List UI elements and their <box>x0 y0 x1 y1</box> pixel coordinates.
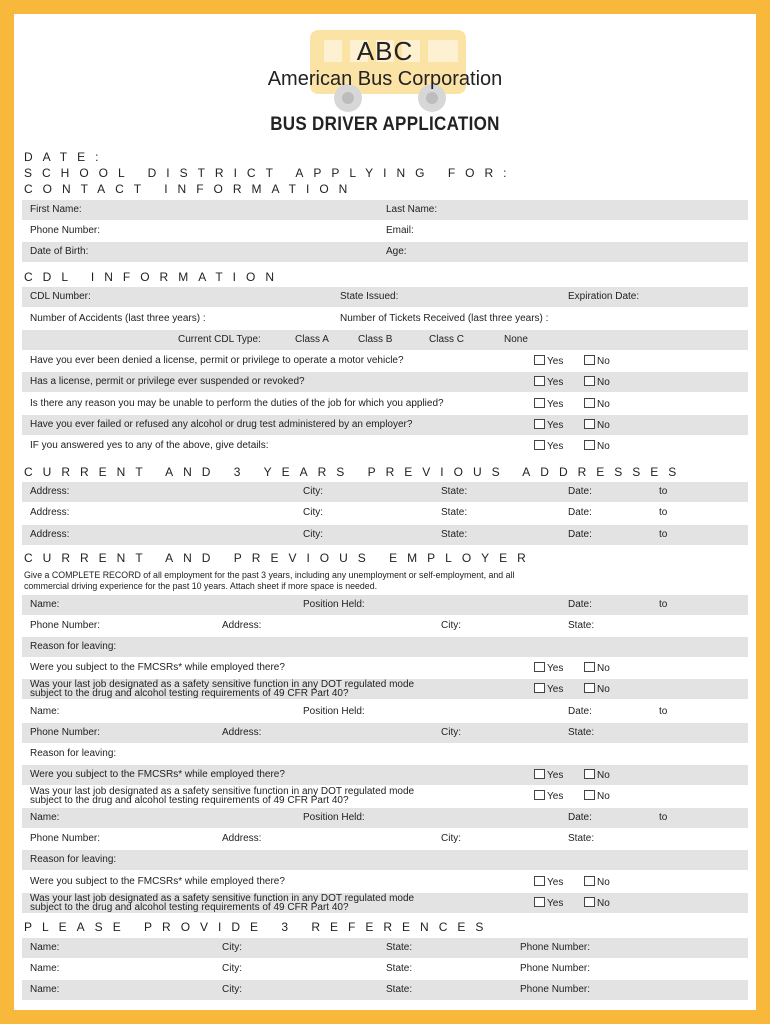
position-label: Position Held: <box>303 599 365 610</box>
question-text: Has a license, permit or privilege ever suspended or revoked? <box>30 376 305 387</box>
question-text: IF you answered yes to any of the above, give details: <box>30 440 269 451</box>
yes-checkbox[interactable] <box>534 662 563 674</box>
cdl-question-3 <box>22 394 748 414</box>
state-label: State: <box>441 486 468 497</box>
no-label: No <box>597 399 610 410</box>
contact-row-dob[interactable] <box>22 242 748 262</box>
company-logo <box>14 24 756 124</box>
cdl-row-accidents[interactable] <box>22 309 748 329</box>
ref-city-label: City: <box>222 963 242 974</box>
date-label: Date: <box>568 706 592 717</box>
to-label: to <box>659 812 668 823</box>
no-checkbox[interactable] <box>584 440 610 452</box>
yes-label: Yes <box>547 898 564 909</box>
ref-city-label: City: <box>222 942 242 953</box>
ref-state-label: State: <box>386 963 413 974</box>
employer-row-fmcsr <box>22 658 748 678</box>
fmcsr-question: Were you subject to the FMCSRs* while employed there? <box>30 662 285 673</box>
phone-label: Phone Number: <box>30 620 101 631</box>
no-label: No <box>597 770 610 781</box>
reference-row[interactable] <box>22 959 748 979</box>
state-label: State: <box>441 529 468 540</box>
yes-label: Yes <box>547 441 564 452</box>
expiration-label: Expiration Date: <box>568 291 640 302</box>
address-label: Address: <box>30 507 70 518</box>
fmcsr-question: Were you subject to the FMCSRs* while employed there? <box>30 769 285 780</box>
address-label: Address: <box>222 727 262 738</box>
contact-row-name[interactable] <box>22 200 748 220</box>
date-label: Date: <box>568 812 592 823</box>
ref-name-label: Name: <box>30 963 60 974</box>
employer-row-reason[interactable] <box>22 637 748 657</box>
addresses-section-heading: CURRENT AND 3 YEARS PREVIOUS ADDRESSES <box>24 465 687 479</box>
references-section-heading: PLEASE PROVIDE 3 REFERENCES <box>24 920 494 934</box>
city-label: City: <box>441 620 461 631</box>
class-c-option[interactable]: Class C <box>429 334 465 345</box>
employer-name-label: Name: <box>30 706 60 717</box>
city-label: City: <box>303 486 323 497</box>
employer-row-phone[interactable] <box>22 616 748 636</box>
reason-label: Reason for leaving: <box>30 854 117 865</box>
employer-row-dot <box>22 893 748 913</box>
no-label: No <box>597 377 610 388</box>
cdl-question-1 <box>22 351 748 371</box>
to-label: to <box>659 507 668 518</box>
yes-label: Yes <box>547 377 564 388</box>
yes-checkbox[interactable] <box>534 876 563 888</box>
last-name-label: Last Name: <box>386 204 438 215</box>
dob-label: Date of Birth: <box>30 246 89 257</box>
employer-row-fmcsr <box>22 765 748 785</box>
phone-label: Phone Number: <box>30 727 101 738</box>
address-label: Address: <box>30 529 70 540</box>
school-district-label[interactable]: SCHOOL DISTRICT APPLYING FOR: <box>24 166 517 180</box>
page-title: BUS DRIVER APPLICATION <box>270 112 500 135</box>
no-checkbox[interactable] <box>584 376 610 388</box>
yes-checkbox[interactable] <box>534 769 563 781</box>
position-label: Position Held: <box>303 706 365 717</box>
logo-abc: ABC <box>356 36 414 66</box>
cdl-row-type[interactable] <box>22 330 748 350</box>
cdl-section-heading: CDL INFORMATION <box>24 270 284 284</box>
employer-row-fmcsr <box>22 872 748 892</box>
city-label: City: <box>441 727 461 738</box>
state-label: State: <box>568 727 595 738</box>
city-label: City: <box>303 529 323 540</box>
yes-checkbox[interactable] <box>534 419 563 431</box>
date-field-label[interactable]: DATE: <box>24 150 109 164</box>
none-option[interactable]: None <box>504 334 528 345</box>
no-checkbox[interactable] <box>584 683 610 695</box>
application-page <box>14 14 756 1010</box>
contact-section-heading: CONTACT INFORMATION <box>24 182 358 196</box>
no-checkbox[interactable] <box>584 398 610 410</box>
cdl-type-label: Current CDL Type: <box>178 334 261 345</box>
yes-label: Yes <box>547 791 564 802</box>
no-checkbox[interactable] <box>584 419 610 431</box>
employer-row-reason[interactable] <box>22 850 748 870</box>
yes-checkbox[interactable] <box>534 790 563 802</box>
state-label: State: <box>568 833 595 844</box>
employer-instructions: Give a COMPLETE RECORD of all employment for the past 3 years, including any unemployment or self-employment, and all commercial driving experience for the past 10 years. Attach sheet if more space is needed. <box>24 570 515 591</box>
cdl-question-5[interactable] <box>22 436 748 456</box>
reference-row[interactable] <box>22 980 748 1000</box>
cdl-row-number[interactable] <box>22 287 748 307</box>
no-checkbox[interactable] <box>584 790 610 802</box>
dot-question-line-2: subject to the drug and alcohol testing requirements of 49 CFR Part 40? <box>30 902 349 913</box>
no-checkbox[interactable] <box>584 355 610 367</box>
address-label: Address: <box>30 486 70 497</box>
state-label: State: <box>568 620 595 631</box>
address-row[interactable] <box>22 482 748 502</box>
to-label: to <box>659 599 668 610</box>
dot-question <box>30 894 414 912</box>
to-label: to <box>659 706 668 717</box>
dot-question-line-1: Was your last job designated as a safety sensitive function in any DOT regulated mode <box>30 893 415 904</box>
state-issued-label: State Issued: <box>340 291 399 302</box>
accidents-label: Number of Accidents (last three years) : <box>30 313 206 324</box>
reference-row[interactable] <box>22 938 748 958</box>
no-label: No <box>597 663 610 674</box>
ref-phone-label: Phone Number: <box>520 963 591 974</box>
no-label: No <box>597 684 610 695</box>
date-label: Date: <box>568 486 592 497</box>
yes-checkbox[interactable] <box>534 440 563 452</box>
employer-row-dot <box>22 679 748 699</box>
yes-label: Yes <box>547 399 564 410</box>
ref-state-label: State: <box>386 942 413 953</box>
no-label: No <box>597 356 610 367</box>
employer-row-dot <box>22 786 748 806</box>
dot-question <box>30 787 414 805</box>
class-a-option[interactable]: Class A <box>295 334 329 345</box>
address-row[interactable] <box>22 525 748 545</box>
employer-row-phone[interactable] <box>22 829 748 849</box>
dot-question-line-1: Was your last job designated as a safety sensitive function in any DOT regulated mode <box>30 679 415 690</box>
no-label: No <box>597 898 610 909</box>
yes-checkbox[interactable] <box>534 398 563 410</box>
yes-checkbox[interactable] <box>534 376 563 388</box>
address-label: Address: <box>222 620 262 631</box>
question-text: Have you ever failed or refused any alcohol or drug test administered by an employer? <box>30 419 413 430</box>
phone-label: Phone Number: <box>30 225 101 236</box>
dot-question-line-2: subject to the drug and alcohol testing requirements of 49 CFR Part 40? <box>30 688 349 699</box>
reason-label: Reason for leaving: <box>30 748 117 759</box>
yes-label: Yes <box>547 877 564 888</box>
no-label: No <box>597 877 610 888</box>
ref-phone-label: Phone Number: <box>520 984 591 995</box>
email-label: Email: <box>386 225 414 236</box>
no-checkbox[interactable] <box>584 769 610 781</box>
address-row[interactable] <box>22 503 748 523</box>
state-label: State: <box>441 507 468 518</box>
yes-label: Yes <box>547 663 564 674</box>
yes-checkbox[interactable] <box>534 683 563 695</box>
contact-row-phone[interactable] <box>22 221 748 241</box>
no-checkbox[interactable] <box>584 876 610 888</box>
cdl-question-2 <box>22 372 748 392</box>
date-label: Date: <box>568 599 592 610</box>
cdl-question-4 <box>22 415 748 435</box>
dot-question <box>30 680 414 698</box>
city-label: City: <box>303 507 323 518</box>
tickets-label: Number of Tickets Received (last three years) : <box>340 313 549 324</box>
question-text: Have you ever been denied a license, permit or privilege to operate a motor vehicle? <box>30 355 404 366</box>
to-label: to <box>659 486 668 497</box>
yes-checkbox[interactable] <box>534 897 563 909</box>
employer-row-name[interactable] <box>22 702 748 722</box>
employer-row-reason[interactable] <box>22 744 748 764</box>
employer-row-phone[interactable] <box>22 723 748 743</box>
employer-name-label: Name: <box>30 599 60 610</box>
yes-label: Yes <box>547 356 564 367</box>
dot-question-line-1: Was your last job designated as a safety sensitive function in any DOT regulated mode <box>30 786 415 797</box>
ref-name-label: Name: <box>30 984 60 995</box>
employer-row-name[interactable] <box>22 595 748 615</box>
position-label: Position Held: <box>303 812 365 823</box>
logo-company-name: American Bus Corporation <box>267 68 503 90</box>
dot-question-line-2: subject to the drug and alcohol testing requirements of 49 CFR Part 40? <box>30 795 349 806</box>
reason-label: Reason for leaving: <box>30 641 117 652</box>
yes-label: Yes <box>547 420 564 431</box>
no-checkbox[interactable] <box>584 897 610 909</box>
yes-label: Yes <box>547 684 564 695</box>
no-checkbox[interactable] <box>584 662 610 674</box>
date-label: Date: <box>568 507 592 518</box>
to-label: to <box>659 529 668 540</box>
address-label: Address: <box>222 833 262 844</box>
cdl-number-label: CDL Number: <box>30 291 91 302</box>
age-label: Age: <box>386 246 407 257</box>
yes-label: Yes <box>547 770 564 781</box>
question-text: Is there any reason you may be unable to perform the duties of the job for which you applied? <box>30 398 444 409</box>
yes-checkbox[interactable] <box>534 355 563 367</box>
no-label: No <box>597 791 610 802</box>
city-label: City: <box>441 833 461 844</box>
no-label: No <box>597 441 610 452</box>
ref-city-label: City: <box>222 984 242 995</box>
phone-label: Phone Number: <box>30 833 101 844</box>
employer-section-heading: CURRENT AND PREVIOUS EMPLOYER <box>24 551 536 565</box>
date-label: Date: <box>568 529 592 540</box>
ref-state-label: State: <box>386 984 413 995</box>
no-label: No <box>597 420 610 431</box>
class-b-option[interactable]: Class B <box>358 334 393 345</box>
ref-name-label: Name: <box>30 942 60 953</box>
fmcsr-question: Were you subject to the FMCSRs* while employed there? <box>30 876 285 887</box>
employer-row-name[interactable] <box>22 808 748 828</box>
ref-phone-label: Phone Number: <box>520 942 591 953</box>
first-name-label: First Name: <box>30 204 82 215</box>
employer-name-label: Name: <box>30 812 60 823</box>
